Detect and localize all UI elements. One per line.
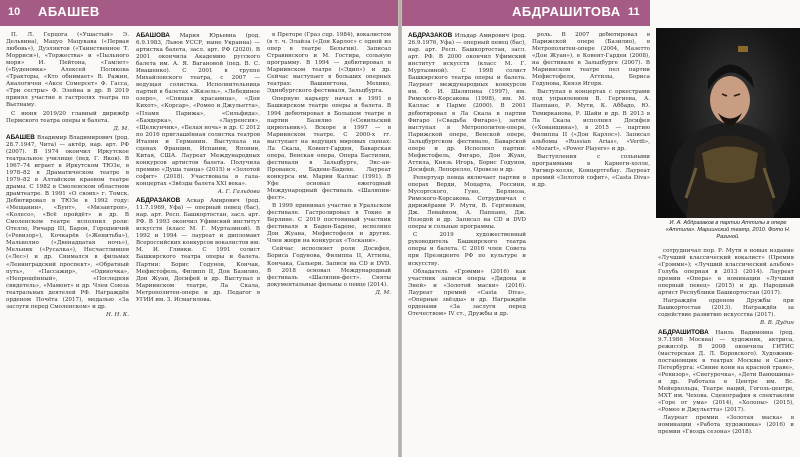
right-column-1 bbox=[408, 32, 526, 452]
entry bbox=[136, 197, 260, 304]
paragraph: Обладатель «Грэмми» (2016) как участник записи оперы «Дидона и Эней» и «Золотой маски» (2016). Лауреат премий «Casta Diva», «Оперные звёзды» и др. Награждён орденами «За заслуги перед Отечеством» IV ст., Дружбы и др. bbox=[408, 268, 526, 317]
entry-headword: АБДРАЗАКОВ bbox=[408, 32, 453, 39]
entry-headword: АБАШЕВ bbox=[6, 133, 35, 141]
entry bbox=[408, 32, 526, 174]
paragraph: Оперную карьеру начал в 1991 в Башкирском театре оперы и балета. В 1994 дебютировал в Большом театре в партии Базилио («Севильский цирюльник»). Вскоре в 1997 — в Мариинском театре. С 2000-х гг. выступает на ведущих мировых сценах: Ла Скала, Ковент-Гарден, Баварская опера, Венская опера, Опера Бастилии, фестивали в Зальцбурге, Экс-ан-Провансе, Бадене-Бадене. Лауреат конкурса им. Марии Каллас (1991). В Уфе основал ежегодный Международный фестиваль «Шаляпин-фест». bbox=[267, 96, 391, 202]
paragraph: Репертуар певца включает партии в операх Верди, Моцарта, Россини, Мусоргского, Гуно, Берлиоза, Римского-Корсакова. Сотрудничал с дирижёрами Р. Мути, В. Гергиевым, Дж. Левайном, А. Паппано, Дж. Нозедой и др. Записал на CD и DVD оперы и сольные программы. bbox=[408, 174, 526, 231]
paragraph: сотрудничал пор. Р. Мути в новых издание «Лучший классический вокалист» (Премия «Грэмми»); «Лучший классический альбом» Голубь оперная в 2013 (2014). Лауреат премии «Опера» в номинации «Лучший оперный певец» (2015) и др. Народный артист Республики Башкортостан (2017). bbox=[658, 248, 794, 297]
right-running-head: АБДРАШИТОВА bbox=[512, 4, 621, 19]
entry-text: Аскар Амирович (род. 11.7.1969, Уфа) — оперный певец (бас), нар. арт. Респ. Башкортостан, засл. арт. РФ. В 1993 окончил Уфимский институт искусств (класс М. Г. Муртазиной). В 1992 и 1994 — лауреат и дипломант Всероссийских конкурсов вокалистов им. М. И. Глинки. С 1991 солист Башкирского театра оперы и балета. Партии: Борис Годунов, Кончак, Мефистофель, Филипп II, Дон Базилио, Дон Жуан, Досифей и др. Выступал в Мариинском театре, Ла Скала, Метрополитен-опере и др. Педагог в УГИИ им. З. Исмагилова. bbox=[136, 198, 260, 303]
left-column-2 bbox=[136, 32, 260, 452]
entry-headword: АБАШОВА bbox=[136, 32, 170, 39]
right-page bbox=[402, 0, 800, 457]
entry-text: Наиль Вадимовна (род. 9.7.1986 Москва) — художник, актриса, режиссёр. В 2008 окончила ГИТИС (мастерская Д. Л. Боровского). Художник-постановщик в театрах Москвы и Санкт-Петербурга: «Синие кони на красной траве», «Ревизор», «Снегурочка», «Дети Ванюшина» и др. Работала в Центре им. Вс. Мейерхольда, Театре наций, Гоголь-центре, МХТ им. Чехова. Сценография к спектаклям «Горе от ума» (2014), «Холопы» (2015), «Ромео и Джульетта» (2017). bbox=[658, 329, 794, 414]
paragraph: П. Л. Герцога («Ушастый» Э. Дельвина), Мацуо Мацукава («Первая любовь»), Дуэлянтов («Таинственное Т. Морриси»), «Торжества» и «Пыльного моря» И. Пейтонa, «Гамлет» («Буденовка» Алексей Полякова «Тракторы, «Кто обнимает» В. Ражин, Аналогичен «Аксе Сомерсет» Ф. Гасса, «Три сестры» Ф. Эзейна и др. В 2019 принял участие в гастролях театра по Вьетнаму. bbox=[6, 32, 129, 109]
photo-caption: И. А. Абдразаков в партии Аттилы в опере «Аттила». Мариинский театр, 2010. Фото Н. Разиной. bbox=[665, 220, 791, 240]
entry bbox=[136, 32, 260, 188]
entry-text: Мария Юрьевна (род. 6.9.1983, Львов УССР, ныне Украина) — артистка балета, засл. арт. РФ (2020). В 2001 окончила Академию русского балета им. А. Я. Вагановой (пед. В. С. Ивашенко). С 2001 в труппе Михайловского театра, с 2007 — ведущая солистка. Исполнительница партий в балетах «Жизель», «Лебединое озеро», «Спящая красавица», «Дон Кихот», «Корсар», «Ромео и Джульетта», «Пламя Парижа», «Сильфида», «Баядерка», «Лауренсия», «Щелкунчик», «Белая ночь» и др. С 2012 по 2016 приглашённая солистка театров Италии и Германии. Выступала на сценах Франции, Испании, Японии, Китая, США. Лауреат Международных конкурсов артистов балета. Получила премию «Душа танца» (2015) и «Золотой софит» (2018). Участвовала в гала-концертах «Звёзды балета XXI века». bbox=[136, 33, 260, 187]
paragraph: Выступал в концертах с оркестрами под управлением В. Гергиева, А. Паппано, Р. Мути, К. Аббадо, Ю. Темирканова, Р. Шайи и др. В 2013 в Ла Скала исполнил Досифея («Хованщина»), в 2015 — партию Филиппа II («Дон Карлос»). Записал альбомы «Russian Arias», «Verdi», «Mozart», «Power Players» и др. bbox=[532, 89, 650, 152]
costume-figure-illustration bbox=[656, 28, 800, 218]
left-column-3 bbox=[267, 32, 391, 452]
right-column-3 bbox=[658, 248, 794, 453]
right-page-number: 11 bbox=[628, 6, 640, 18]
paragraph: Награждён орденом Дружбы при Башкортостан (2013). Награждён за содействие развитию искусства (2017). bbox=[658, 298, 794, 319]
paragraph: С 2019 художественный руководитель Башкирского театра оперы и балета. С 2016 член Совета при Президенте РФ по культуре и искусству. bbox=[408, 232, 526, 267]
left-column-1 bbox=[6, 32, 129, 452]
paragraph: С июня 2019/20 главный дирижёр Пермского театра оперы и балета. bbox=[6, 110, 129, 124]
left-page bbox=[0, 0, 398, 457]
paragraph: Сейчас исполняет роли Досифея, Бориса Годунова, Филиппа II, Аттилы, Кончака, Сальери. Записи на CD и DVD. В 2018 основал Международный фестиваль «Шаляпин-фест». Сняты документальные фильмы о певце (2014). bbox=[267, 246, 391, 288]
paragraph: Лауреат премии «Золотая маска» в номинации «Работа художника» (2016) и премии «Гвоздь сезона» (2018). bbox=[658, 415, 794, 436]
paragraph: В 1999 принимал участие в Уральском фестивале. Гастролировал в Токио и Берлине. С 2019 постоянный участник фестиваля в Баден-Бадене, исполнил Дон Жуана, Мефистофеля и других. Член жюри на конкурсах «Тоскани». bbox=[267, 203, 391, 245]
author-signature: Д. М. bbox=[375, 289, 391, 296]
left-page-number: 10 bbox=[8, 6, 21, 18]
author-signature: А. Г. Гальдова bbox=[217, 189, 260, 196]
left-page-header bbox=[0, 0, 398, 26]
paragraph: Выступления с сольными программами в Карнеги-холле, Уигмор-холле, Концертгебау. Лауреат премий «Золотой софит», «Casta Diva» и др. bbox=[532, 153, 650, 188]
author-signature: В. В. Дудин bbox=[760, 320, 794, 327]
entry-headword: АБДРАШИТОВА bbox=[658, 328, 709, 336]
right-page-header bbox=[402, 0, 650, 26]
left-running-head: АБАШЕВ bbox=[38, 4, 100, 19]
paragraph: роль. В 2007 дебютировал в Парижской опере (Базилио), в Метрополитен-опере (2004, Мазетто «Дон Жуан»), в Ковент-Гарден (2008), на фестивале в Зальцбурге (2007). В Мариинском театре пел партии Мефистофеля, Аттилы, Бориса Годунова, Князя Игоря. bbox=[532, 32, 650, 88]
entry-text: Владимир Владимирович (род. 28.7.1947, Чита) — актёр, нар. арт. РФ (2007). В 1974 окончил Иркутское театральное училище (пед. Г. Яков). В 1967–74 играет в Иркутском ТЮЗе, в 1978–82 в Драматическом театре в 1979–82 в Алтайском краевом театре драмы. С 1982 в Смоленском областном драмтеатре. В 1991 «О своих» г. Томск. Дебютировал в ТЮЗе в 1992 году: «Мещанин», «Бунт», «Мизантроп», «Колесо», «Всё пройдёт» и др. В Смоленском театре исполнил роли: Отелло, Ричард III, Барон, Городничий («Ревизор»), Кочкарёв («Женитьба»), Мальволио («Двенадцатая ночь»), Мельник («Русалка»), Несчастливцев («Лес») и др. Снимался в фильмах «Ленинградский проспект», «Обратный путь», «Пассажир», «Одиночка», «Непрощённый», «Последняя свидетель», «Мамонт» и др. Член Союза театральных деятелей РФ. Награждён орденом Почёта (2017), медалью «За заслуги перед Смоленском» и др. bbox=[6, 134, 129, 310]
author-signature: Н. Н. К. bbox=[106, 311, 129, 318]
right-column-2 bbox=[532, 32, 650, 452]
entry-text: Ильдар Амирович (род. 26.9.1976, Уфа) — оперный певец (бас), нар. арт. Респ. Башкортостан, засл. арт. РФ. В 2000 окончил Уфимский институт искусств (класс М. Г. Муртазиной). С 1998 солист Башкирского театра оперы и балета. Лауреат международных конкурсов им. Ф. И. Шаляпина (1997), им. Римского-Корсакова (1998), им. М. Каллас в Парме (2000). В 2001 дебютировал в Ла Скала в партии Фигаро («Свадьба Фигаро»), затем выступал в Метрополитен-опере, Парижской опере, Венской опере, Зальцбургском фестивале, Баварской опере и др. Исполнял партии: Мефистофель, Фигаро, Дон Жуан, Аттила, Князь Игорь, Борис Годунов, Досифей, Лепорелло, Оровезо и др. bbox=[408, 33, 526, 173]
entry-headword: АБДРАЗАКОВ bbox=[136, 197, 181, 205]
entry bbox=[6, 134, 129, 311]
paragraph: в Преторе (Граз сцр. 1984), вокалистом (в т. ч. Элайза («Дон Карлос» с одной из опер в театре Бельгии). Записал Стравинского и М. Гостира, сольную программу. В 1994 — дебютировал в Мариинском театре («Эдип») и др. Сейчас выступает в больших оперных театрах: Вашингтона, Мехико, Эдинбургского фестиваля, Зальцбурга. bbox=[267, 32, 391, 95]
author-signature: Д. М. bbox=[113, 125, 129, 132]
entry bbox=[658, 329, 794, 415]
performer-photo bbox=[656, 28, 800, 218]
